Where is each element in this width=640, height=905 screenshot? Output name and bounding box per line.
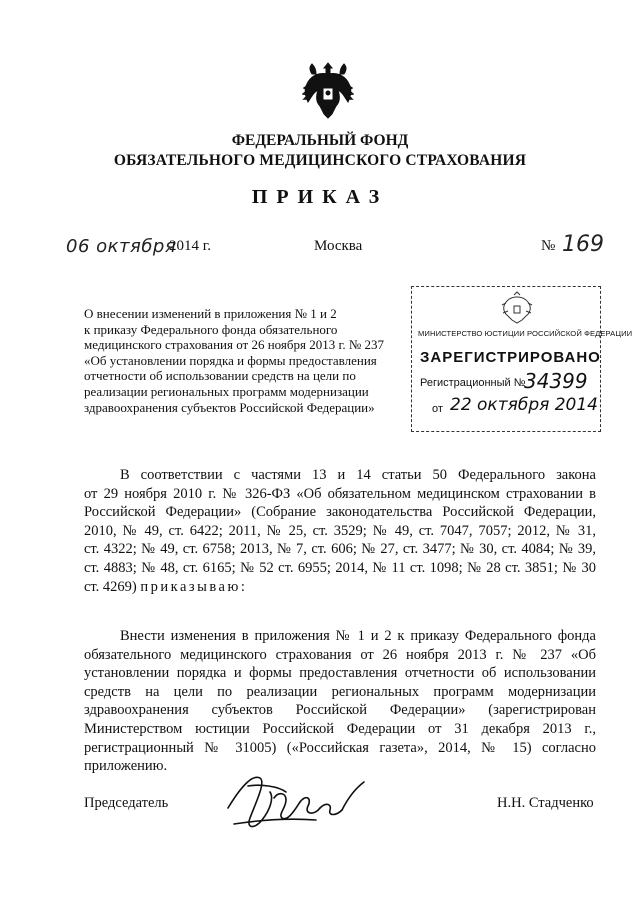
paragraph-line: от 29 ноября 2010 г. № 326-ФЗ «Об обязательном медицинском страховании в xyxy=(84,485,596,502)
paragraph-line: установлении порядка и формы предоставления отчетности об использовании xyxy=(84,665,596,682)
organization-name-line1: ФЕДЕРАЛЬНЫЙ ФОНД xyxy=(231,132,409,149)
organization-name-line2: ОБЯЗАТЕЛЬНОГО МЕДИЦИНСКОГО СТРАХОВАНИЯ xyxy=(113,152,527,169)
preamble-paragraph xyxy=(84,466,596,596)
paragraph-line: здравоохранения субъектов Российской Федерации» (зарегистрирован xyxy=(84,702,596,719)
order-keyword: приказываю: xyxy=(140,578,248,595)
stamp-registration-date: 22 октября 2014 xyxy=(450,395,599,415)
registration-stamp xyxy=(411,286,633,432)
stamp-eagle-icon xyxy=(500,291,534,325)
paragraph-line: ст. 4322; № 49, ст. 6758; 2013, № 7, ст. 606; № 27, ст. 3477; № 30, ст. 4084; № 39, xyxy=(84,541,596,558)
paragraph-line: 2010, № 49, ст. 6422; 2011, № 25, ст. 3529; № 49, ст. 7047, 7057; 2012, № 31, xyxy=(84,522,596,539)
document-type-title: ПРИКАЗ xyxy=(251,186,389,208)
stamp-registered-label: ЗАРЕГИСТРИРОВАНО xyxy=(420,349,601,366)
paragraph-line: Российской Федерации» (Собрание законодательства Российской Федерации, xyxy=(84,504,596,521)
stamp-registration-number-label: Регистрационный № xyxy=(420,377,526,389)
subject-line: «Об установлении порядка и формы предоставления xyxy=(84,352,377,368)
paragraph-last-line: приложению. xyxy=(84,758,168,775)
subject-line: к приказу Федерального фонда обязательного xyxy=(84,321,338,337)
paragraph-line-prefix: ст. 4269) xyxy=(84,578,137,595)
city: Москва xyxy=(314,238,363,254)
subject-line: О внесении изменений в приложения № 1 и 2 xyxy=(84,306,337,321)
signatory-position: Председатель xyxy=(84,795,169,811)
double-headed-eagle-emblem xyxy=(302,62,354,122)
stamp-ministry-name: МИНИСТЕРСТВО ЮСТИЦИИ РОССИЙСКОЙ ФЕДЕРАЦИИ xyxy=(418,329,633,338)
paragraph-line: регистрационный № 31005) («Российская газета», 2014, № 15) согласно xyxy=(84,739,596,756)
date-year: 2014 г. xyxy=(169,238,211,254)
order-subject xyxy=(84,306,424,415)
order-paragraph xyxy=(84,627,596,776)
subject-line: здравоохранения субъектов Российской Федерации» xyxy=(84,399,375,415)
paragraph-line: обязательного медицинского страхования от 26 ноября 2013 г. № 237 «Об xyxy=(84,646,596,663)
paragraph-line: В соответствии с частями 13 и 14 статьи 50 Федерального закона xyxy=(120,467,596,483)
handwritten-date: 06 октября xyxy=(66,236,177,257)
paragraph-last-line xyxy=(84,578,596,597)
handwritten-order-number: 169 xyxy=(562,232,604,257)
paragraph-line: Министерством юстиции Российской Федерации от 31 декабря 2013 г., xyxy=(84,720,596,737)
subject-line: медицинского страхования от 26 ноября 2013 г. № 237 xyxy=(84,337,385,353)
number-sign: № xyxy=(541,238,556,254)
paragraph-line: Внести изменения в приложения № 1 и 2 к приказу Федерального фонда xyxy=(120,628,596,644)
subject-line: отчетности об использовании средств на цели по xyxy=(84,368,356,384)
stamp-registration-number: 34399 xyxy=(524,369,588,393)
signatory-name: Н.Н. Стадченко xyxy=(497,795,594,811)
stamp-date-label: от xyxy=(432,403,443,415)
paragraph-line: ст. 4883; № 48, ст. 6165; № 52 ст. 6955; 2014, № 11 ст. 1098; № 28 ст. 3851; № 30 xyxy=(84,559,596,576)
subject-line: реализации региональных программ модернизации xyxy=(84,383,369,399)
paragraph-line: средств на цели по реализации региональных программ модернизации xyxy=(84,683,596,700)
handwritten-signature xyxy=(220,768,370,840)
